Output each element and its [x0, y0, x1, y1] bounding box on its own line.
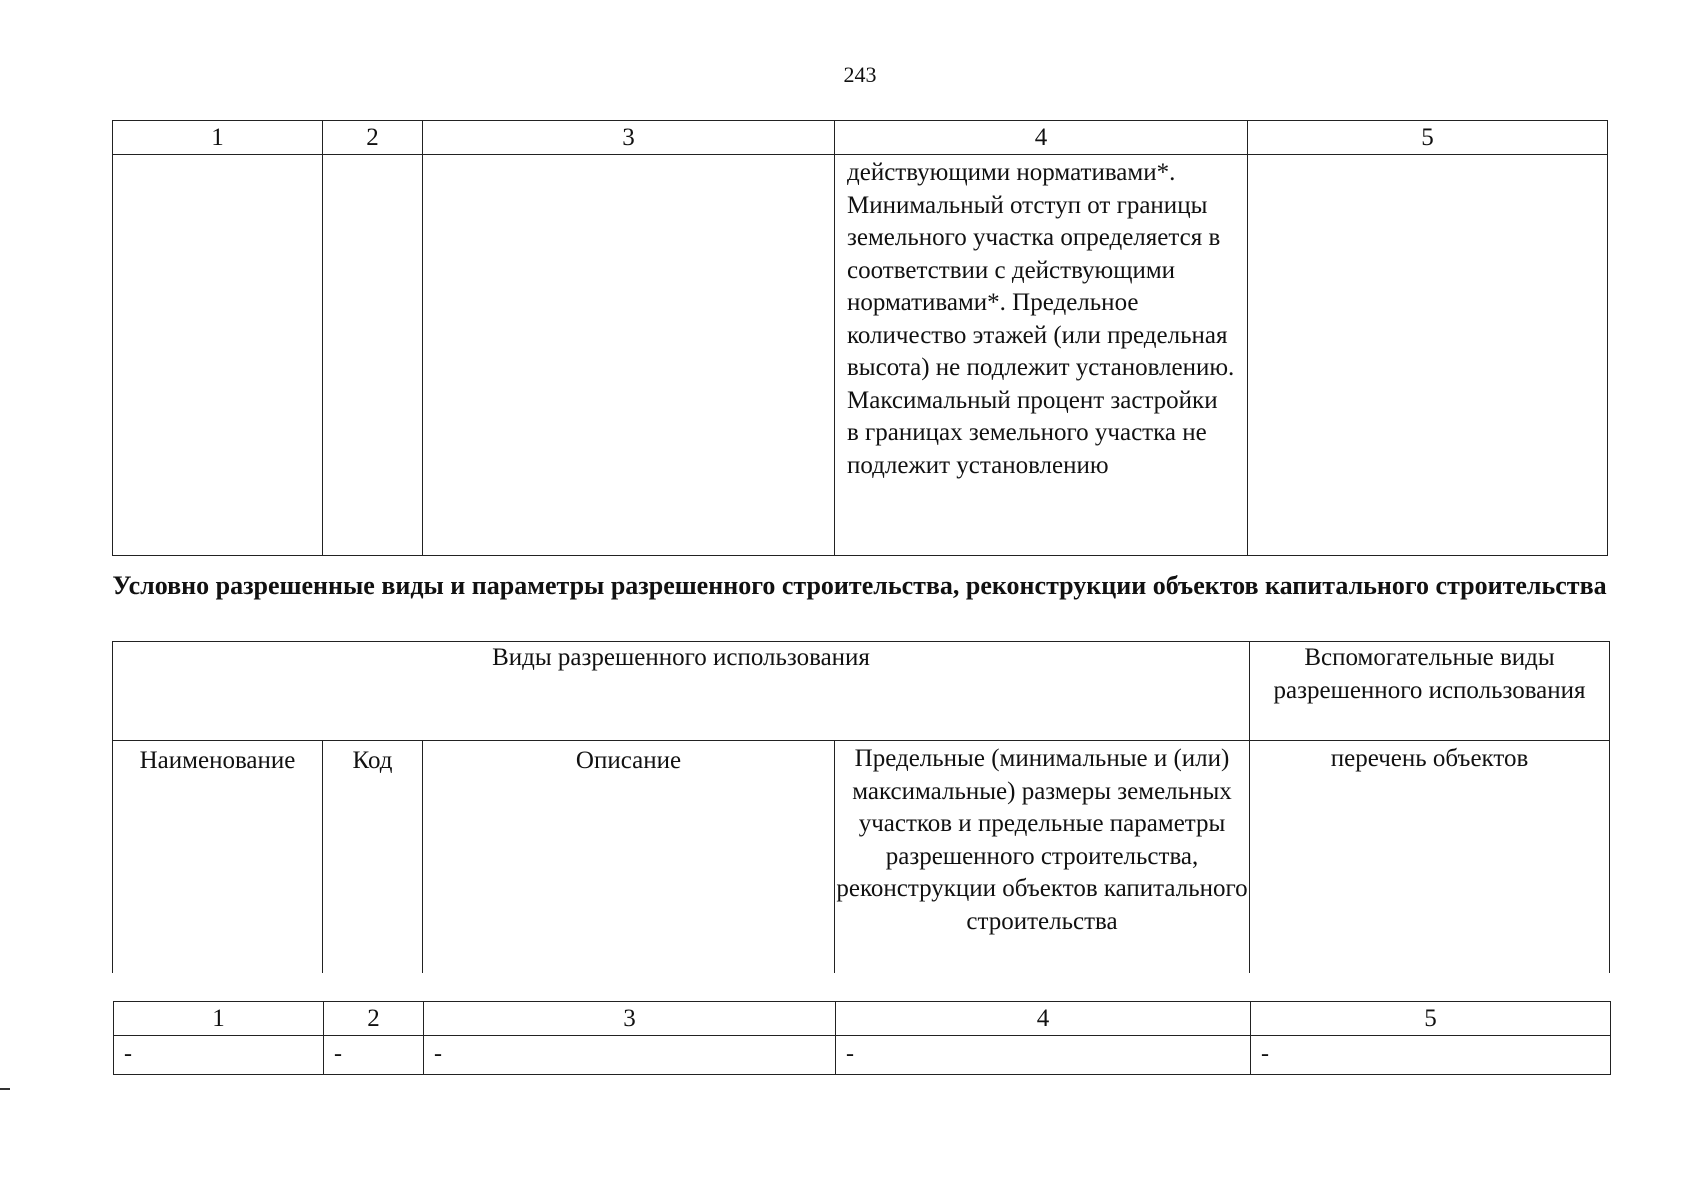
- column-number-2: 2: [323, 121, 423, 155]
- data-column-number-row: [114, 1002, 1611, 1036]
- name-column-header: Наименование: [113, 741, 323, 974]
- code-column-header: Код: [323, 741, 423, 974]
- column-number-4: 4: [835, 121, 1248, 155]
- continuation-cell-1: [113, 155, 323, 556]
- data-cell-2: -: [324, 1036, 424, 1075]
- section-heading: Условно разрешенные виды и параметры разрешенного строительства, реконструкции объектов капитального строительства: [112, 571, 1607, 600]
- auxiliary-uses-header: Вспомогательные виды разрешенного использования: [1250, 642, 1610, 741]
- continuation-row: [113, 155, 1608, 556]
- continuation-cell-2: [323, 155, 423, 556]
- group-header-row: [113, 642, 1610, 741]
- data-cell-3: -: [424, 1036, 836, 1075]
- conditional-uses-table: [112, 641, 1610, 973]
- data-column-number-3: 3: [424, 1002, 836, 1036]
- data-cell-4: -: [836, 1036, 1251, 1075]
- data-cell-5: -: [1251, 1036, 1611, 1075]
- objects-column-header: перечень объектов: [1250, 741, 1610, 974]
- continuation-cell-3: [423, 155, 835, 556]
- permitted-uses-header: Виды разрешенного использования: [113, 642, 1250, 741]
- description-column-header: Описание: [423, 741, 835, 974]
- data-column-number-5: 5: [1251, 1002, 1611, 1036]
- data-column-number-2: 2: [324, 1002, 424, 1036]
- data-column-number-4: 4: [836, 1002, 1251, 1036]
- continuation-table: [112, 120, 1608, 556]
- column-number-1: 1: [113, 121, 323, 155]
- column-label-row: [113, 741, 1610, 974]
- column-number-row: [113, 121, 1608, 155]
- table-row: [114, 1036, 1611, 1075]
- data-column-number-1: 1: [114, 1002, 324, 1036]
- page-number: 243: [843, 62, 877, 87]
- data-table: [113, 1001, 1611, 1075]
- data-cell-1: -: [114, 1036, 324, 1075]
- parameters-column-header: Предельные (минимальные и (или) максимальные) размеры земельных участков и предельные параметры разрешенного строительства, реконструкции объектов капитального строительства: [835, 741, 1250, 974]
- continuation-cell-5: [1248, 155, 1608, 556]
- parameters-text: действующими нормативами*. Минимальный отступ от границы земельного участка определяется в соответствии с действующими нормативами*. Предельное количество этажей (или предельная высота) не подлежит установлению. Максимальный процент застройки в границах земельного участка не подлежит установлению: [835, 155, 1248, 556]
- column-number-5: 5: [1248, 121, 1608, 155]
- margin-mark: [0, 1088, 10, 1090]
- column-number-3: 3: [423, 121, 835, 155]
